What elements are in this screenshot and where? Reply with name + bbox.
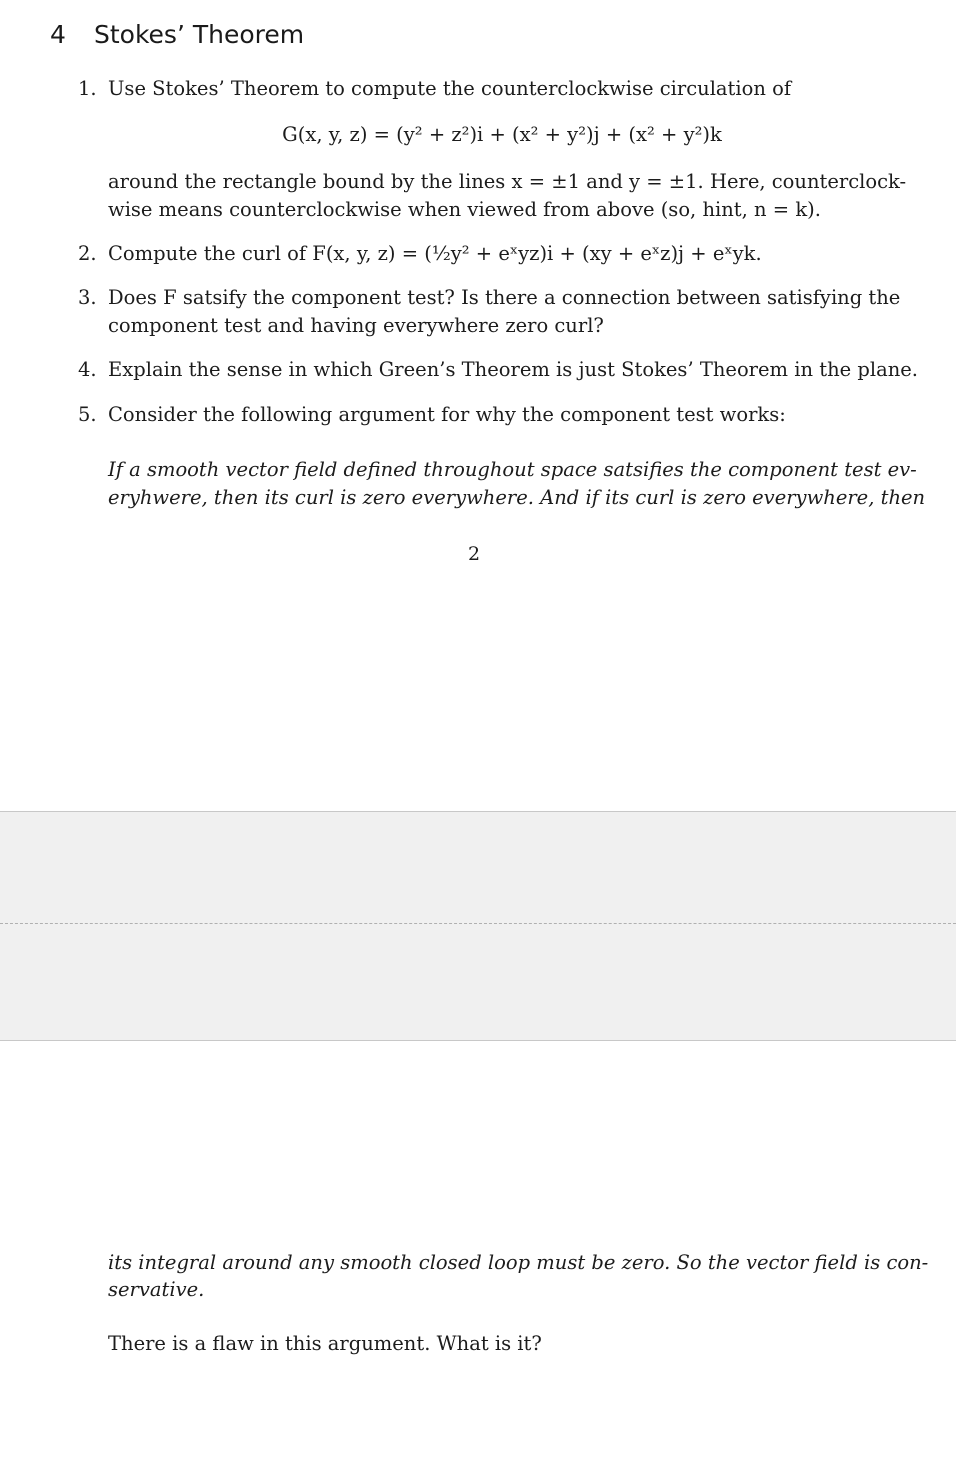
item-1-equation: G(x, y, z) = (y² + z²)i + (x² + y²)j + (x² + y²)k (282, 123, 722, 146)
page-break-divider (0, 923, 956, 924)
item-2-text: Compute the curl of F(x, y, z) = (½y² + eˣyz)i + (xy + eˣz)j + eˣyk. (108, 242, 762, 265)
item-1-marker: 1. (78, 77, 97, 100)
item-5-quote-line-4: servative. (108, 1278, 205, 1301)
page-break-gap (0, 811, 956, 1041)
item-3-text-line-2: component test and having everywhere zero curl? (108, 314, 604, 337)
item-1-intro: Use Stokes’ Theorem to compute the counterclockwise circulation of (108, 77, 792, 100)
section-heading (50, 20, 304, 49)
item-3-text-line-1: Does F satsify the component test? Is there a connection between satisfying the (108, 286, 901, 309)
section-number: 4 (50, 20, 66, 49)
item-5-text: Consider the following argument for why the component test works: (108, 403, 786, 426)
item-4-text: Explain the sense in which Green’s Theorem is just Stokes’ Theorem in the plane. (108, 358, 919, 381)
section-title: Stokes’ Theorem (94, 20, 305, 49)
item-5-quote-line-3: its integral around any smooth closed loop must be zero. So the vector field is con- (108, 1251, 929, 1274)
item-1-text-line-2: around the rectangle bound by the lines x = ±1 and y = ±1. Here, counterclock- (108, 170, 907, 193)
page-number: 2 (467, 543, 481, 565)
item-2-marker: 2. (78, 242, 97, 265)
item-5-closing: There is a flaw in this argument. What is it? (108, 1332, 542, 1355)
item-3-marker: 3. (78, 286, 97, 309)
item-5-marker: 5. (78, 403, 97, 426)
item-1-text-line-3: wise means counterclockwise when viewed from above (so, hint, n = k). (108, 198, 821, 221)
item-5-quote-line-2: eryhwere, then its curl is zero everywhere. And if its curl is zero everywhere, then (108, 486, 926, 509)
item-4-marker: 4. (78, 358, 97, 381)
item-5-quote-line-1: If a smooth vector field defined throughout space satsifies the component test ev- (108, 458, 917, 481)
